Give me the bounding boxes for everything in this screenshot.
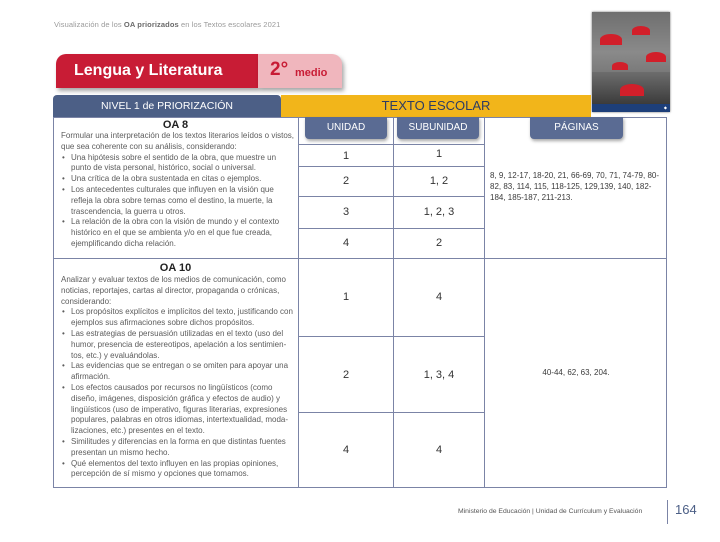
oa10-bullet: • Las estrategias de persuasión utilizadas en el texto (uso del humor, presencia de estereotipos, apelación a los sentimien-tos, etc.) y evaluándolas. (61, 329, 294, 361)
oa8-subunidad-3: 1, 2, 3 (423, 206, 455, 218)
oa10-bullet: • Los efectos causados por recursos no lingüísticos (como diseño, imágenes, disposición gráfica y efectos de audio) y lingüísticos (uso de imperativo, figuras literarias, expresiones populares, palabras en otros idiomas, intertextualidad, moda-lizaciones, etc.) presentes en el texto. (61, 383, 294, 437)
oa8-subunidad-1: 1 (435, 148, 443, 160)
oa10-unidad-2: 2 (342, 369, 350, 381)
subject-title-bar: Lengua y Literatura (56, 54, 258, 88)
textbook-tab: TEXTO ESCOLAR (281, 95, 591, 117)
priority-level-tab: NIVEL 1 de PRIORIZACIÓN (53, 95, 281, 117)
oa10-title: OA 10 (159, 262, 192, 274)
oa8-bullet: • Una crítica de la obra sustentada en citas o ejemplos. (61, 174, 294, 185)
oa10-unidad-1: 1 (342, 291, 350, 303)
footer-credits: Ministerio de Educación | Unidad de Currículum y Evaluación (458, 508, 643, 515)
oa10-subunidad-2: 1, 3, 4 (423, 369, 455, 381)
oa10-subunidad-1: 4 (435, 291, 443, 303)
textbook-cover-image: ◆ (592, 12, 670, 112)
footer-divider (667, 500, 668, 524)
oa10-bullet: • Las evidencias que se entregan o se omiten para apoyar una afirmación. (61, 361, 294, 383)
oa8-bullet: • Los antecedentes culturales que influyen en la visión que refleja la obra sobre temas como el destino, la muerte, la trascendencia, la guerra u otros. (61, 185, 294, 217)
oa8-unidad-3: 3 (342, 206, 350, 218)
oa8-description: Formular una interpretación de los textos literarios leídos o vistos, que sea coherente con su análisis, considerando: • Una hipótesis sobre el sentido de la obra, que muestre un punto de vista personal, histórico, social o universal. • Una crítica de la obra sustentada en citas o ejemplos. • Los antecedentes culturales que influyen en la visión que refleja la obra sobre temas como el destino, la muerte, la trascendencia, la guerra u otros. • La relación de la obra con la visión de mundo y el contexto histórico en el que se ambienta y/o en el que fue creada, ejemplificando dicha relación. (61, 131, 294, 250)
column-header-subunidad: SUBUNIDAD (397, 117, 479, 139)
page-number: 164 (675, 502, 697, 517)
oa10-subunidad-3: 4 (435, 444, 443, 456)
oa10-bullet: • Qué elementos del texto influyen en las propias opiniones, percepción de sí mismo y opciones que tomamos. (61, 459, 294, 481)
column-header-paginas: PÁGINAS (530, 117, 623, 139)
oa10-pages: 40-44, 62, 63, 204. (542, 368, 610, 377)
oa10-bullet: • Similitudes y diferencias en la forma en que distintas fuentes presentan un mismo hecho. (61, 437, 294, 459)
oa8-subunidad-2: 1, 2 (429, 175, 449, 187)
column-header-unidad: UNIDAD (305, 117, 387, 139)
oa8-pages: 8, 9, 12-17, 18-20, 21, 66-69, 70, 71, 74-79, 80-82, 83, 114, 115, 118-125, 129,139, 140, 182-184, 185-187, 211-213. (490, 171, 660, 202)
grade-badge: 2° medio (258, 54, 342, 88)
oa10-bullet: • Los propósitos explícitos e implícitos del texto, justificando con ejemplos sus afirmaciones sobre dichos propósitos. (61, 307, 294, 329)
oa10-description: Analizar y evaluar textos de los medios de comunicación, como noticias, reportajes, cartas al director, propaganda o crónicas, considerando: • Los propósitos explícitos e implícitos del texto, justificando con ejemplos sus afirmaciones sobre dichos propósitos. • Las estrategias de persuasión utilizadas en el texto (uso del humor, presencia de estereotipos, apelación a los sentimien-tos, etc.) y evaluándolas. • Las evidencias que se entregan o se omiten para apoyar una afirmación. • Los efectos causados por recursos no lingüísticos (como diseño, imágenes, disposición gráfica y efectos de audio) y lingüísticos (uso de imperativo, figuras literarias, expresiones populares, palabras en otros idiomas, intertextualidad, moda-lizaciones, etc.) presentes en el texto. • Similitudes y diferencias en la forma en que distintas fuentes presentan un mismo hecho. • Qué elementos del texto influyen en las propias opiniones, percepción de sí mismo y opciones que tomamos. (61, 275, 294, 480)
oa8-bullet: • La relación de la obra con la visión de mundo y el contexto histórico en el que se ambienta y/o en el que fue creada, ejemplificando dicha relación. (61, 217, 294, 249)
oa8-unidad-1: 1 (342, 150, 350, 162)
oa8-unidad-4: 4 (342, 237, 350, 249)
oa8-bullet: • Una hipótesis sobre el sentido de la obra, que muestre un punto de vista personal, histórico, social o universal. (61, 153, 294, 175)
oa8-subunidad-4: 2 (435, 237, 443, 249)
oa10-unidad-3: 4 (342, 444, 350, 456)
oa8-unidad-2: 2 (342, 175, 350, 187)
page-caption: Visualización de los OA priorizados en los Textos escolares 2021 (54, 20, 281, 29)
oa8-title: OA 8 (162, 119, 189, 131)
